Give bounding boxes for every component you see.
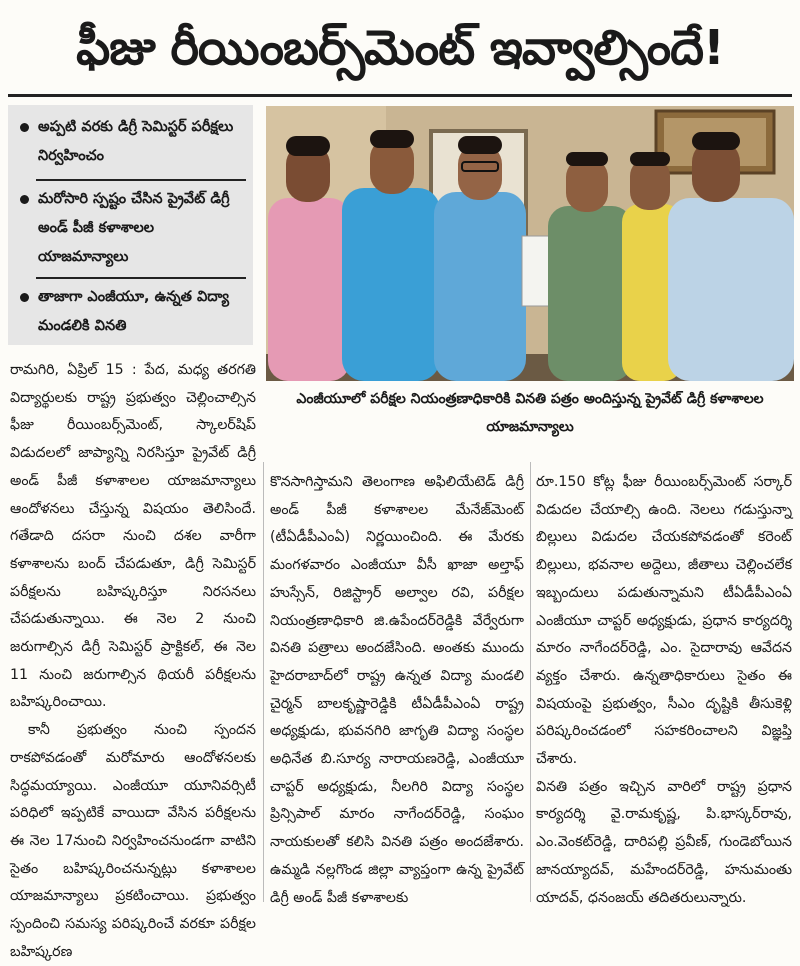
body-column-2 <box>270 469 524 912</box>
body-paragraph: రూ.150 కోట్ల ఫీజు రీయింబర్స్‌మెంట్ సర్కార్ విడుదల చేయాల్సి ఉంది. నెలలు గడుస్తున్నా బిల్లులు విడుదల చేయకపోవడంతో కరెంట్ బిల్లులు, భవనాల అద్దెలు, జీతాలు చెల్లించలేక ఇబ్బందులు పడుతున్నామని టీఏడీపీఎంఏ ఎంజీయూ చాప్టర్ అధ్యక్షుడు, ప్రధాన కార్యదర్శి మారం నాగేందర్‌రెడ్డి, ఎం. సైదారావు ఆవేదన వ్యక్తం చేశారు. ఉన్నతాధికారులు సైతం ఈ విషయంపై ప్రభుత్వం, సీఎం దృష్టికి తీసుకెళ్లి పరిష్కరించడంలో సహకరించాలని విజ్ఞప్తి చేశారు. <box>536 474 792 768</box>
group-photo-illustration <box>266 106 794 381</box>
highlights-box <box>8 105 253 345</box>
column-divider <box>530 462 531 902</box>
body-paragraph: రామగిరి, ఏప్రిల్ 15 : పేద, మధ్య తరగతి విద్యార్థులకు రాష్ట్ర ప్రభుత్వం చెల్లించాల్సిన ఫీజు రీయింబర్స్‌మెంట్, స్కాలర్‌షిప్ విడుదలలో జాప్యాన్ని నిరసిస్తూ ప్రైవేట్ డిగ్రీ అండ్ పీజీ కళాశాలల యాజమాన్యాలు ఆందోళనలు చేస్తున్న విషయం తెలిసిందే. గతేడాది దసరా నుంచి దశల వారీగా కళాశాలను బంద్ చేపడుతూ, డిగ్రీ సెమిస్టర్ పరీక్షలను బహిష్కరిస్తూ నిరసనలు చేపడుతున్నాయి. ఈ నెల 2 నుంచి జరుగాల్సిన డిగ్రీ సెమిస్టర్ ప్రాక్టికల్, ఈ నెల 11 నుంచి జరుగాల్సిన థియరీ పరీక్షలను బహిష్కరించాయి. <box>10 362 256 711</box>
bullet-icon <box>20 195 29 204</box>
headline: ఫీజు రీయింబర్స్‌మెంట్ ఇవ్వాల్సిందే! <box>76 20 724 76</box>
body-paragraph: కానీ ప్రభుత్వం నుంచి స్పందన రాకపోవడంతో మరోమారు ఆందోళనలకు సిద్ధమయ్యాయి. ఎంజీయూ యూనివర్సిటీ పరిధిలో ఇప్పటికే వాయిదా వేసిన పరీక్షలను ఈ నెల 17నుంచి నిర్వహించనుండగా వాటిని సైతం బహిష్కరించనున్నట్లు కళాశాలల యాజమాన్యాలు ప్రకటించాయి. ప్రభుత్వం స్పందించి సమస్య పరిష్కరించే వరకూ పరీక్షల బహిష్కరణ <box>10 722 256 960</box>
body-column-1 <box>10 357 256 966</box>
body-paragraph: కొనసాగిస్తామని తెలంగాణ అఫిలియేటెడ్ డిగ్రీ అండ్ పీజీ కళాశాలల మేనేజ్‌మెంట్ (టీఏడీపీఎంఏ) నిర్ణయించింది. ఈ మేరకు మంగళవారం ఎంజీయూ వీసీ ఖాజా అల్తాఫ్ హుస్సేన్, రిజిస్ట్రార్ అల్వాల రవి, పరీక్షల నియంత్రణాధికారి జి.ఉపేందర్‌రెడ్డికి వేర్వేరుగా వినతి పత్రాలు అందజేసింది. అంతకు ముందు హైదరాబాద్‌లో రాష్ట్ర ఉన్నత విద్యా మండలి చైర్మన్ బాలకృష్ణారెడ్డికి టీఏడీపీఎంఏ రాష్ట్ర అధ్యక్షుడు, భువనగిరి జాగృతి విద్యా సంస్థల అధినేత బి.సూర్య నారాయణరెడ్డి, ఎంజీయూ చాప్టర్ అధ్యక్షుడు, నీలగిరి విద్యా సంస్థల ప్రిన్సిపాల్ మారం నాగేందర్‌రెడ్డి, సంఘం నాయకులతో కలిసి వినతి పత్రం అందజేశారు. ఉమ్మడి నల్లగొండ జిల్లా వ్యాప్తంగా ఉన్న ప్రైవేట్ డిగ్రీ అండ్ పీజీ కళాశాలకు <box>270 474 524 906</box>
highlight-text: తాజాగా ఎంజీయూ, ఉన్నత విద్యా మండలికి వినతి <box>38 289 229 334</box>
body-column-3 <box>536 469 792 912</box>
column-divider <box>263 462 264 902</box>
bullet-icon <box>20 293 29 302</box>
headline-rule <box>8 94 792 97</box>
highlight-divider <box>36 277 246 279</box>
body-paragraph: వినతి పత్రం ఇచ్చిన వారిలో రాష్ట్ర ప్రధాన కార్యదర్శి వై.రామకృష్ణ, పి.భాస్కర్‌రావు, ఎం.వెంకట్‌రెడ్డి, దారిపల్లి ప్రవీణ్, గుండెబోయిన జానయ్యాదవ్, మహేందర్‌రెడ్డి, హనుమంతు యాదవ్, ధనంజయ్ తదితరులున్నారు. <box>536 778 792 906</box>
highlight-text: అప్పటి వరకు డిగ్రీ సెమిస్టర్ పరీక్షలు నిర్వహించం <box>38 119 234 164</box>
photo-caption: ఎంజీయూలో పరీక్షల నియంత్రణాధికారికి వినతి పత్రం అందిస్తున్న ప్రైవేట్ డిగ్రీ కళాశాలల యాజమాన్యాలు <box>296 391 764 435</box>
bullet-icon <box>20 123 29 132</box>
highlight-divider <box>36 179 246 181</box>
highlight-text: మరోసారి స్పష్టం చేసిన ప్రైవేట్ డిగ్రీ అండ్ పీజీ కళాశాలల యాజమాన్యాలు <box>38 191 230 265</box>
news-photo <box>266 106 794 381</box>
